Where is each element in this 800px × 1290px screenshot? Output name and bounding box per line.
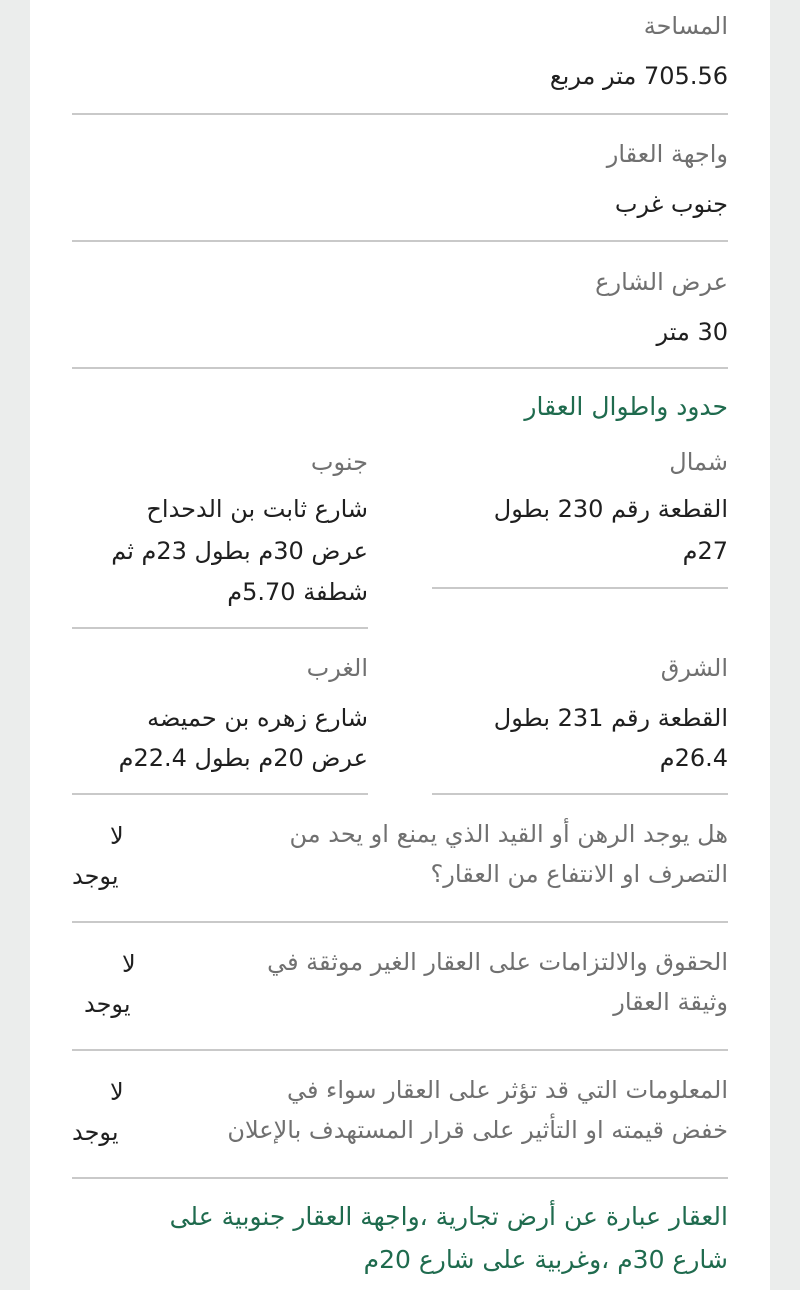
west-label: الغرب [306, 654, 368, 682]
north-label: شمال [669, 448, 728, 476]
question-info-line2: خفض قيمته او التأثير على قرار المستهدف بالإعلان [227, 1116, 728, 1144]
west-line1: شارع زهره بن حميضه [147, 704, 368, 732]
question-mortgage-line1: هل يوجد الرهن أو القيد الذي يمنع او يحد من [289, 820, 728, 848]
boundaries-title: حدود واطوال العقار [524, 392, 728, 421]
area-value: 705.56 متر مربع [549, 62, 728, 90]
south-line1: شارع ثابت بن الدحداح [146, 495, 368, 523]
north-line2: 27م [682, 537, 728, 565]
divider [72, 113, 728, 115]
question-mortgage-line2: التصرف او الانتفاع من العقار؟ [430, 860, 728, 888]
west-line2: عرض 20م بطول 22.4م [118, 744, 368, 772]
divider [72, 921, 728, 923]
answer-info-no: لا [110, 1078, 124, 1106]
facade-value: جنوب غرب [614, 190, 728, 218]
divider [432, 587, 728, 589]
answer-mortgage-no: لا [110, 822, 124, 850]
area-label: المساحة [643, 12, 728, 40]
answer-rights-exists: يوجد [84, 990, 131, 1018]
property-description-line2: شارع 30م ،وغربية على شارع 20م [363, 1245, 728, 1274]
question-info-line1: المعلومات التي قد تؤثر على العقار سواء في [286, 1076, 728, 1104]
divider [72, 793, 368, 795]
divider [72, 1049, 728, 1051]
question-rights-line1: الحقوق والالتزامات على العقار الغير موثقة في [267, 948, 728, 976]
east-line2: 26.4م [659, 744, 728, 772]
street-width-value: 30 متر [656, 318, 728, 346]
divider [72, 367, 728, 369]
street-width-label: عرض الشارع [595, 268, 728, 296]
south-label: جنوب [310, 448, 368, 476]
east-label: الشرق [660, 654, 728, 682]
divider [432, 793, 728, 795]
answer-info-exists: يوجد [72, 1118, 119, 1146]
north-line1: القطعة رقم 230 بطول [493, 495, 728, 523]
east-line1: القطعة رقم 231 بطول [493, 704, 728, 732]
south-line2: عرض 30م بطول 23م ثم [111, 537, 368, 565]
south-line3: شطفة 5.70م [227, 578, 368, 606]
divider [72, 240, 728, 242]
divider [72, 627, 368, 629]
question-rights-line2: وثيقة العقار [613, 988, 728, 1016]
property-description-line1: العقار عبارة عن أرض تجارية ،واجهة العقار جنوبية على [169, 1202, 728, 1231]
facade-label: واجهة العقار [606, 140, 728, 168]
answer-mortgage-exists: يوجد [72, 862, 119, 890]
divider [72, 1177, 728, 1179]
answer-rights-no: لا [122, 950, 136, 978]
